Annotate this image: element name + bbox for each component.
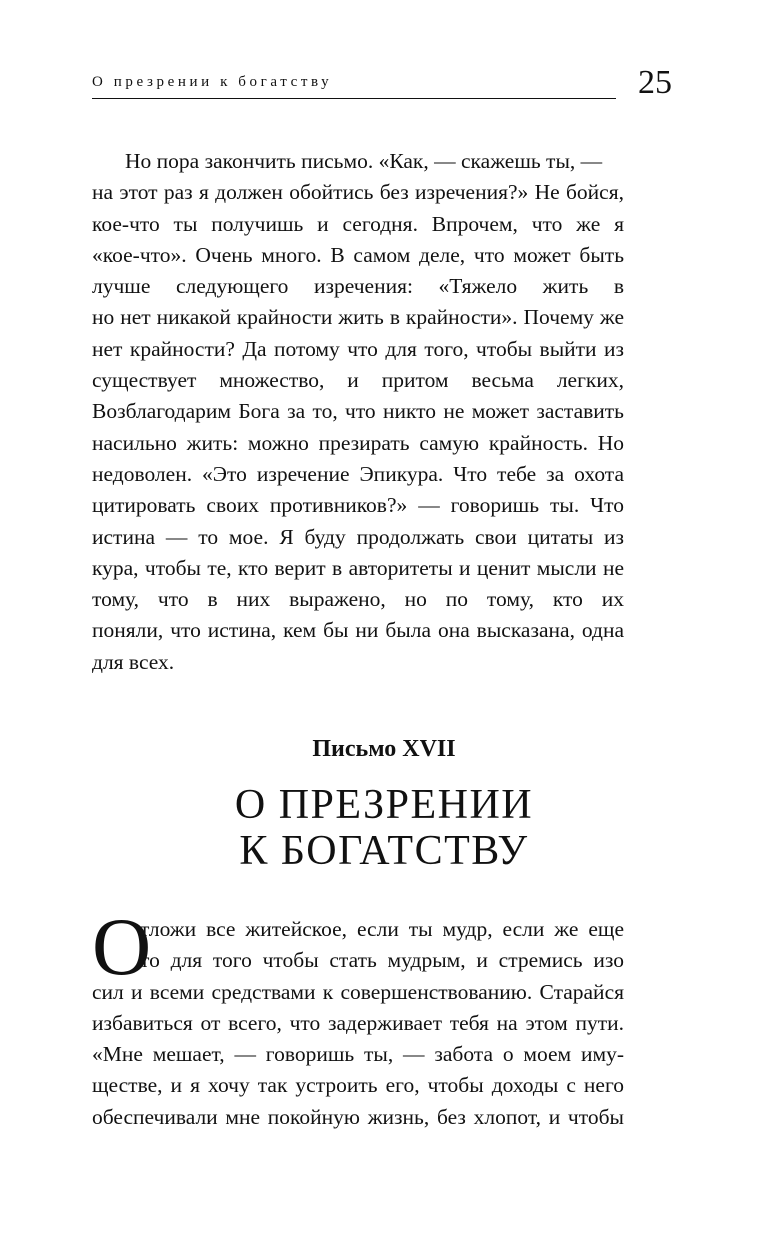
text-line: истина — то мое. Я буду продолжать свои цитаты из	[92, 524, 624, 549]
text-line: ществе, и я хочу так устроить его, чтобы доходы с него	[92, 1073, 624, 1098]
text-line: цитировать своих противников?» — говоришь ты. Что	[92, 493, 624, 518]
text-line: нет крайности? Да потому что для того, чтобы выйти из	[92, 336, 624, 361]
running-header	[92, 68, 616, 99]
chapter-title-line: О ПРЕЗРЕНИИ	[234, 782, 534, 828]
letter-body-paragraph	[92, 914, 624, 1133]
text-line: лучше следующего изречения: «Тяжело жить в	[92, 274, 624, 299]
text-line: поняли, что истина, кем бы ни была она высказана, одна	[92, 618, 624, 643]
text-line: насильно жить: можно презирать самую крайность. Но	[92, 430, 624, 455]
text-line: «кое-что». Очень много. В самом деле, что может быть	[92, 242, 624, 267]
text-line: тому, что в них выражено, но по тому, кто их	[92, 587, 624, 612]
text-line: сил и всеми средствами к совершенствованию. Старайся	[92, 979, 624, 1004]
text-line: то для того чтобы стать мудрым, и стремись изо	[140, 948, 624, 973]
text-line: избавиться от всего, что задерживает тебя на этом пути.	[92, 1010, 624, 1035]
text-line: обеспечивали мне покойную жизнь, без хлопот, и чтобы	[92, 1104, 624, 1129]
chapter-title	[0, 782, 768, 874]
text-line: «Мне мешает, — говоришь ты, — забота о моем иму-	[92, 1042, 624, 1067]
text-line: Но пора закончить письмо. «Как, — скажешь ты, —	[125, 149, 603, 173]
text-line: существует множество, и притом весьма легких,	[92, 368, 624, 393]
text-line: тложи все житейское, если ты мудр, если же еще	[140, 917, 624, 941]
text-line: кое-что ты получишь и сегодня. Впрочем, что же я	[92, 211, 624, 236]
continuation-paragraph	[92, 146, 624, 678]
text-line: но нет никакой крайности жить в крайности». Почему же	[92, 305, 624, 330]
text-line: Возблагодарим Бога за то, что никто не может заставить	[92, 399, 624, 424]
letter-label: Письмо XVII	[312, 736, 456, 762]
chapter-title-line: К БОГАТСТВУ	[239, 828, 529, 874]
running-title: О презрении к богатству	[92, 74, 333, 90]
drop-cap: О	[92, 901, 152, 992]
text-line: для всех.	[92, 649, 175, 674]
text-line: на этот раз я должен обойтись без изречения?» Не бойся,	[92, 180, 624, 205]
page-number: 25	[638, 64, 672, 101]
text-line: кура, чтобы те, кто верит в авторитеты и ценит мысли не	[92, 555, 624, 580]
text-line: недоволен. «Это изречение Эпикура. Что тебе за охота	[92, 461, 624, 486]
